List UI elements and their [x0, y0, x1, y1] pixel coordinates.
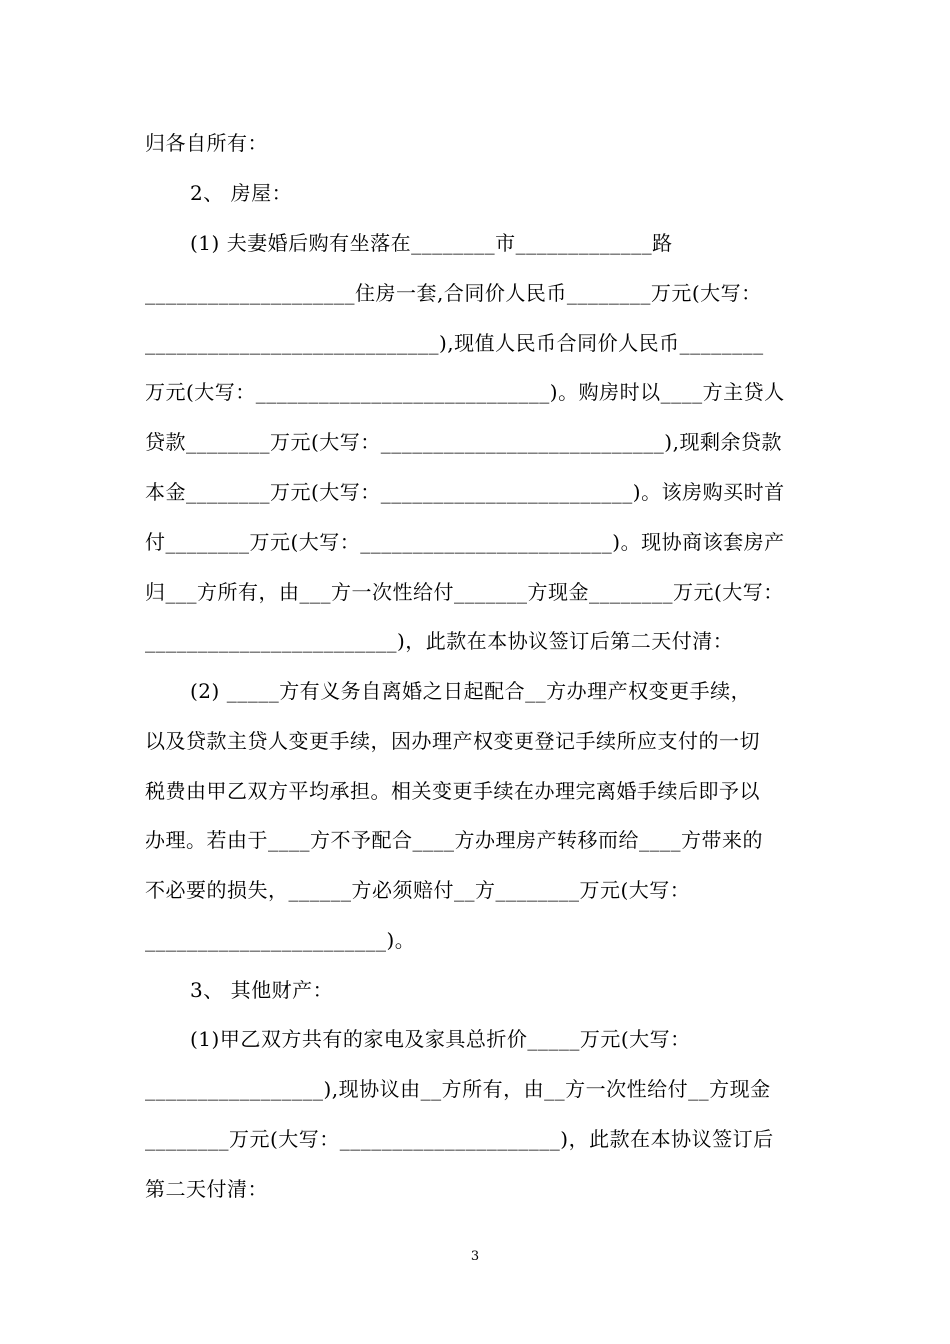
text-line-14: 税费由甲乙双方平均承担。相关变更手续在办理完离婚手续后即予以	[145, 779, 760, 803]
text-line-12: (2) _____方有义务自离婚之日起配合__方办理产权变更手续，	[190, 679, 752, 703]
text-line-22: 第二天付清：	[145, 1177, 268, 1201]
text-line-20: _________________),现协议由__方所有，由__方一次性给付__方现金	[145, 1077, 771, 1101]
text-line-3: (1) 夫妻婚后购有坐落在________市_____________路	[190, 231, 673, 255]
text-line-19: (1)甲乙双方共有的家电及家具总折价_____万元(大写：	[190, 1027, 691, 1051]
text-line-16: 不必要的损失，______方必须赔付__方________万元(大写：	[145, 878, 691, 902]
text-line-13: 以及贷款主贷人变更手续，因办理产权变更登记手续所应支付的一切	[145, 729, 760, 753]
text-line-10: 归___方所有，由___方一次性给付_______方现金________万元(大写：	[145, 580, 784, 604]
section-heading-other-property: 3、 其他财产：	[190, 978, 334, 1002]
text-line-1: 归各自所有：	[145, 131, 268, 155]
text-line-7: 贷款________万元(大写：___________________________),现剩余贷款	[145, 430, 782, 454]
text-line-9: 付________万元(大写：________________________)。现协商该套房产	[145, 530, 785, 554]
text-line-6: 万元(大写：____________________________)。购房时以____方主贷人	[145, 380, 785, 404]
text-line-15: 办理。若由于____方不予配合____方办理房产转移而给____方带来的	[145, 828, 763, 852]
text-line-8: 本金________万元(大写：________________________)。该房购买时首	[145, 480, 785, 504]
text-line-21: ________万元(大写：_____________________)，此款在本协议签订后	[145, 1127, 774, 1151]
text-line-5: ____________________________),现值人民币合同价人民币________	[145, 331, 764, 355]
section-heading-house: 2、 房屋：	[190, 181, 293, 205]
text-line-17: _______________________)。	[145, 928, 416, 952]
text-line-11: ________________________)，此款在本协议签订后第二天付清：	[145, 629, 734, 653]
page-number: 3	[470, 1249, 480, 1264]
text-line-4: ____________________住房一套,合同价人民币________万元(大写：	[145, 281, 762, 305]
